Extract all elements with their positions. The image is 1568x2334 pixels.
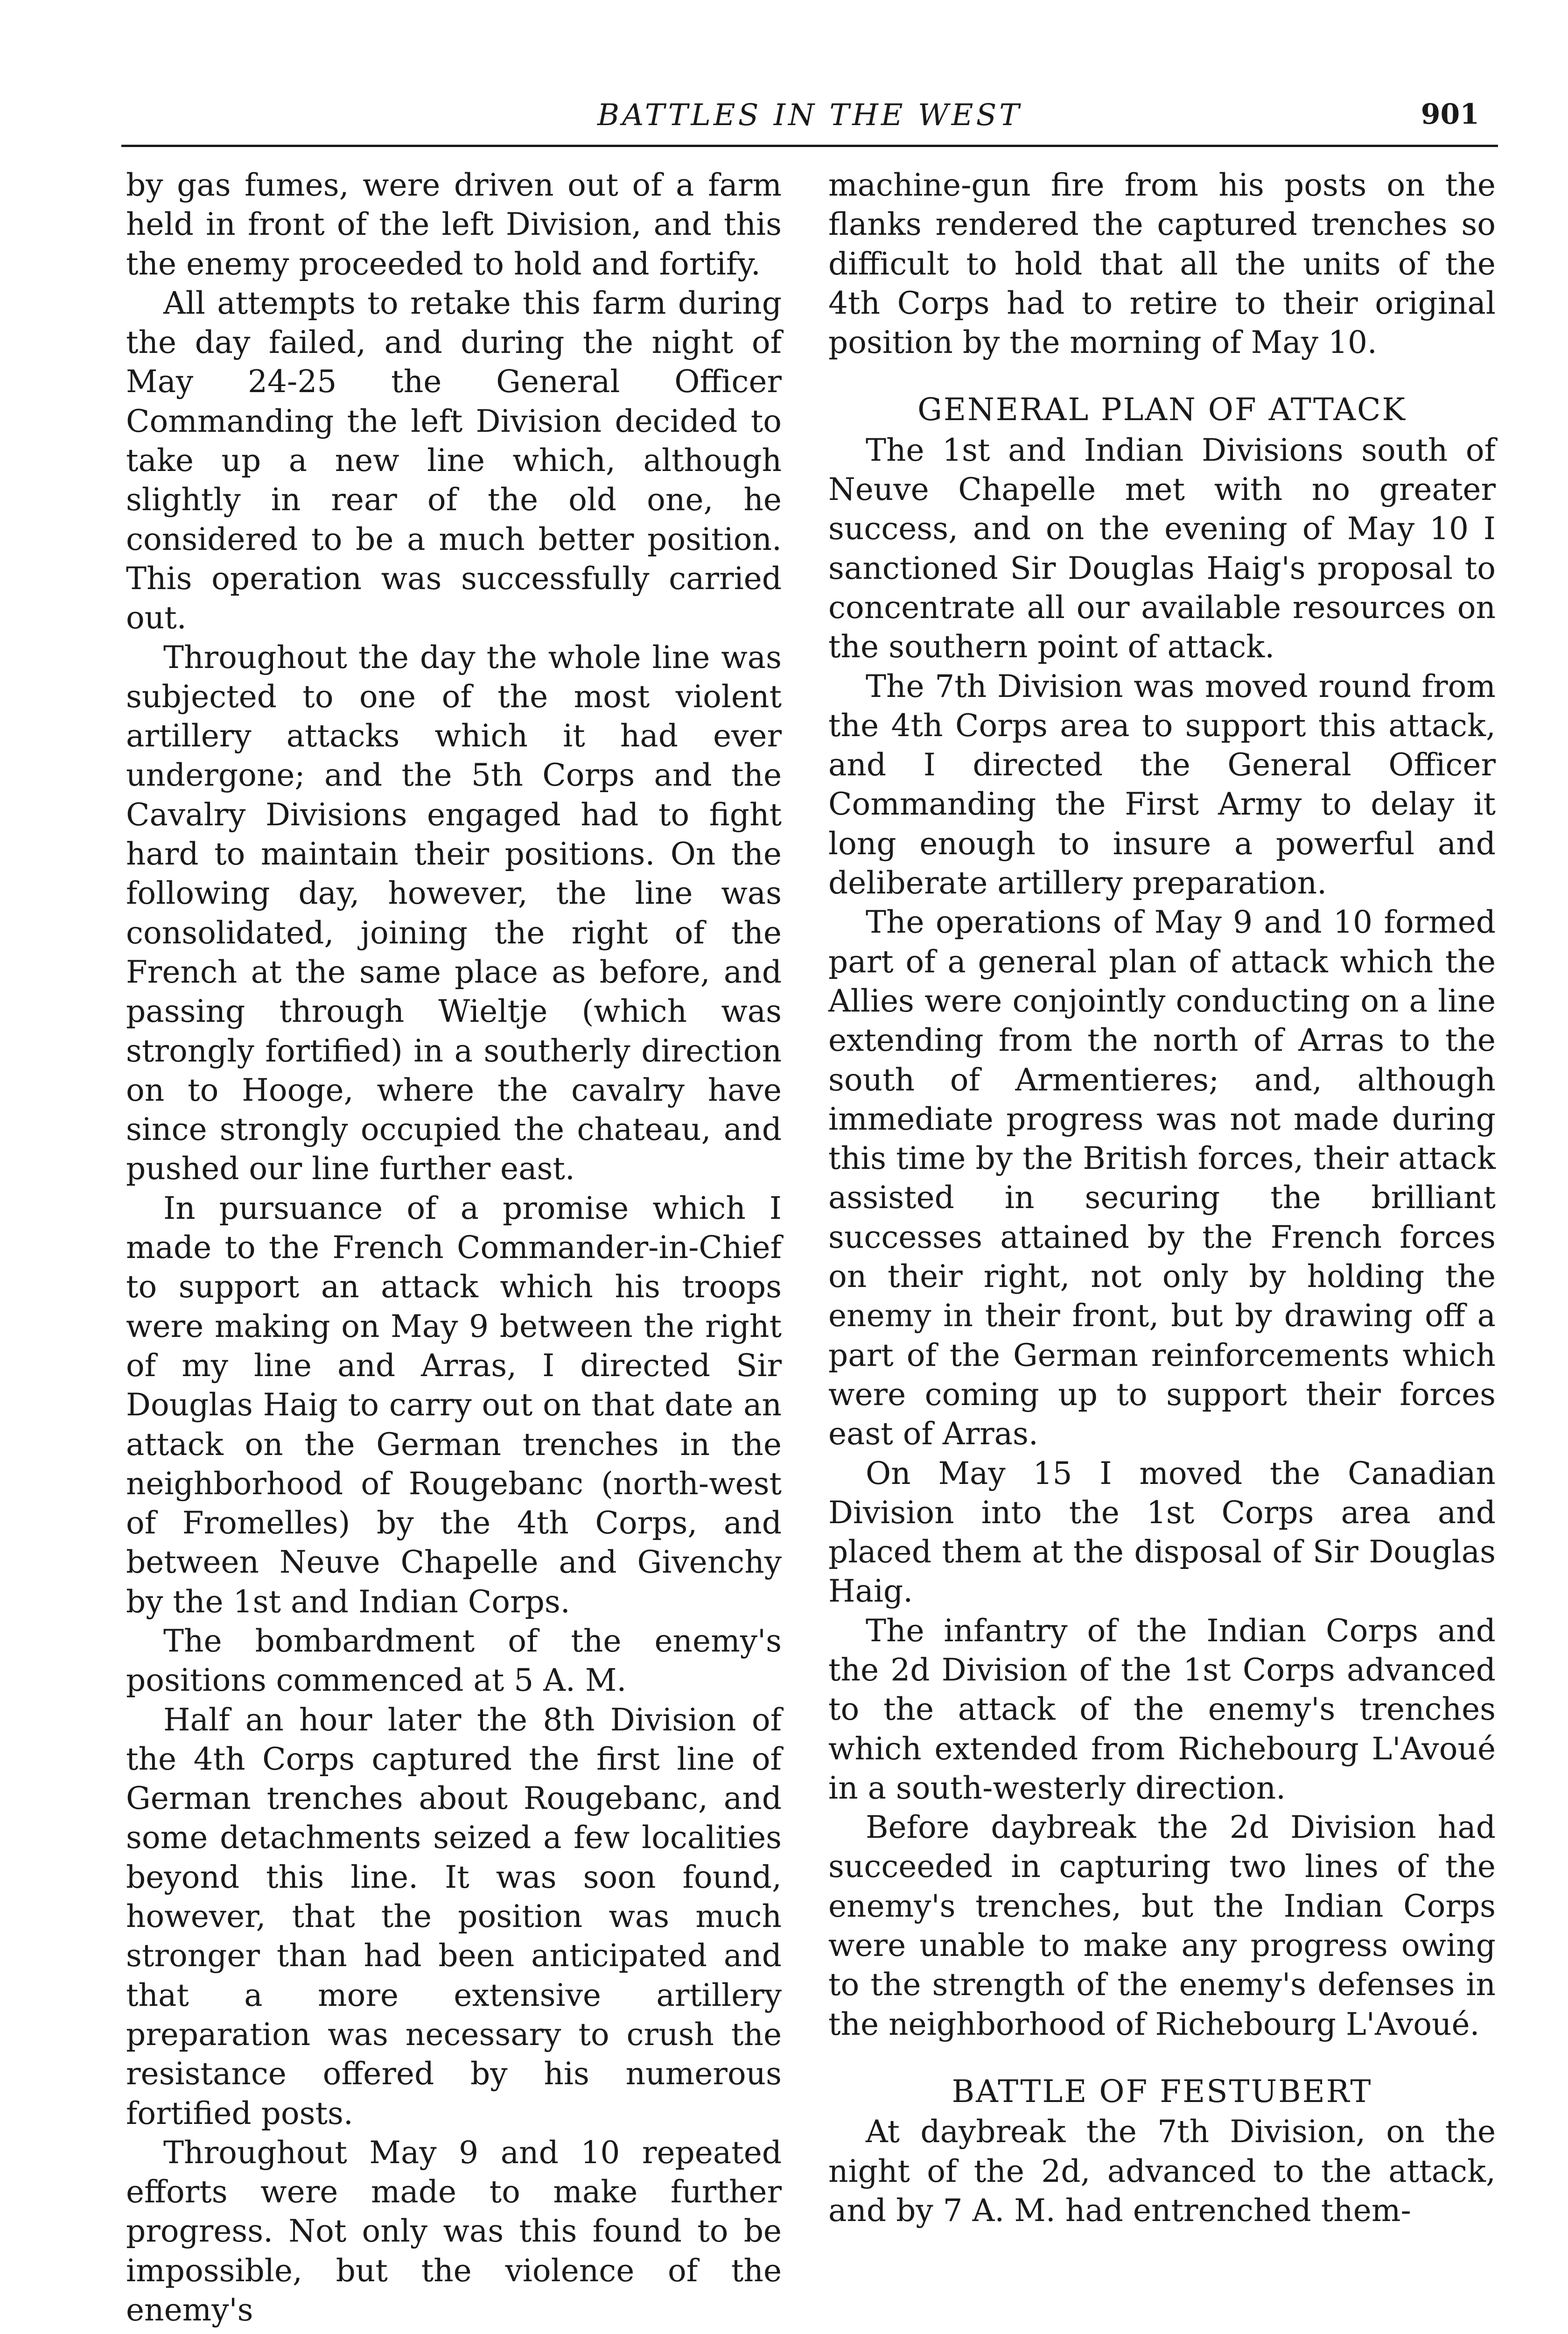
paragraph: by gas fumes, were driven out of a farm held in front of the left Division, and this the enemy proceeded to hold and fortify. [126,167,782,282]
section-heading: GENERAL PLAN OF ATTACK [917,392,1407,428]
running-title: BATTLES IN THE WEST [597,98,1022,133]
paragraph: All attempts to retake this farm during the day failed, and during the night of May 24-25 the General Officer Commanding the left Division decided to take up a new line which, although slightly in rear of the old one, he considered to be a much better position. This operation was successfully carried out. [126,285,782,636]
right-column [828,166,1496,2230]
paragraph: Throughout May 9 and 10 repeated efforts were made to make further progress. Not only was this found to be impossible, but the violence of the enemy's [126,2134,782,2328]
paragraph: The infantry of the Indian Corps and the 2d Division of the 1st Corps advanced to the attack of the enemy's trenches which extended from Richebourg L'Avoué in a south-westerly direction. [828,1612,1496,1806]
paragraph: The bombardment of the enemy's positions commenced at 5 A. M. [126,1623,782,1699]
paragraph: The operations of May 9 and 10 formed part of a general plan of attack which the Allies were conjointly conducting on a line extending from the north of Arras to the south of Armentieres; and, although immediate progress was not made during this time by the British forces, their attack assisted in securing the brilliant successes attained by the French forces on their right, not only by holding the enemy in their front, but by drawing off a part of the German reinforcements which were coming up to support their forces east of Arras. [828,904,1496,1452]
paragraph: In pursuance of a promise which I made to the French Commander-in-Chief to support an attack which his troops were making on May 9 between the right of my line and Arras, I directed Sir Douglas Haig to carry out on that date an attack on the German trenches in the neighborhood of Rougebanc (north-west of Fromelles) by the 4th Corps, and between Neuve Chapelle and Givenchy by the 1st and Indian Corps. [126,1190,782,1620]
paragraph: The 1st and Indian Divisions south of Neuve Chapelle met with no greater success, and on the evening of May 10 I sanctioned Sir Douglas Haig's proposal to concentrate all our available resources on the southern point of attack. [828,432,1496,665]
paragraph: At daybreak the 7th Division, on the night of the 2d, advanced to the attack, and by 7 A. M. had entrenched them- [828,2114,1496,2229]
paragraph: Throughout the day the whole line was subjected to one of the most violent artillery attacks which it had ever undergone; and the 5th Corps and the Cavalry Divisions engaged had to fight hard to maintain their positions. On the following day, however, the line was consolidated, joining the right of the French at the same place as before, and passing through Wieltje (which was strongly fortified) in a southerly direction on to Hooge, where the cavalry have since strongly occupied the chateau, and pushed our line further east. [126,639,782,1187]
paragraph: On May 15 I moved the Canadian Division into the 1st Corps area and placed them at the disposal of Sir Douglas Haig. [828,1455,1496,1610]
section-heading: BATTLE OF FESTUBERT [952,2073,1372,2109]
page-header [121,93,1498,145]
paragraph: Half an hour later the 8th Division of the 4th Corps captured the first line of German trenches about Rougebanc, and some detachments seized a few localities beyond this line. It was soon found, however, that the position was much stronger than had been anticipated and that a more extensive artillery preparation was necessary to crush the resistance offered by his numerous fortified posts. [126,1701,782,2131]
header-rule [121,145,1498,147]
page-number: 901 [1421,98,1479,131]
left-column [126,166,782,2330]
paragraph: Before daybreak the 2d Division had succeeded in capturing two lines of the enemy's trenches, but the Indian Corps were unable to make any progress owing to the strength of the enemy's defenses in the neighborhood of Richebourg L'Avoué. [828,1809,1496,2042]
paragraph: The 7th Division was moved round from the 4th Corps area to support this attack, and I directed the General Officer Commanding the First Army to delay it long enough to insure a powerful and deliberate artillery preparation. [828,668,1496,901]
paragraph: machine-gun fire from his posts on the flanks rendered the captured trenches so difficult to hold that all the units of the 4th Corps had to retire to their original position by the morning of May 10. [828,167,1496,361]
